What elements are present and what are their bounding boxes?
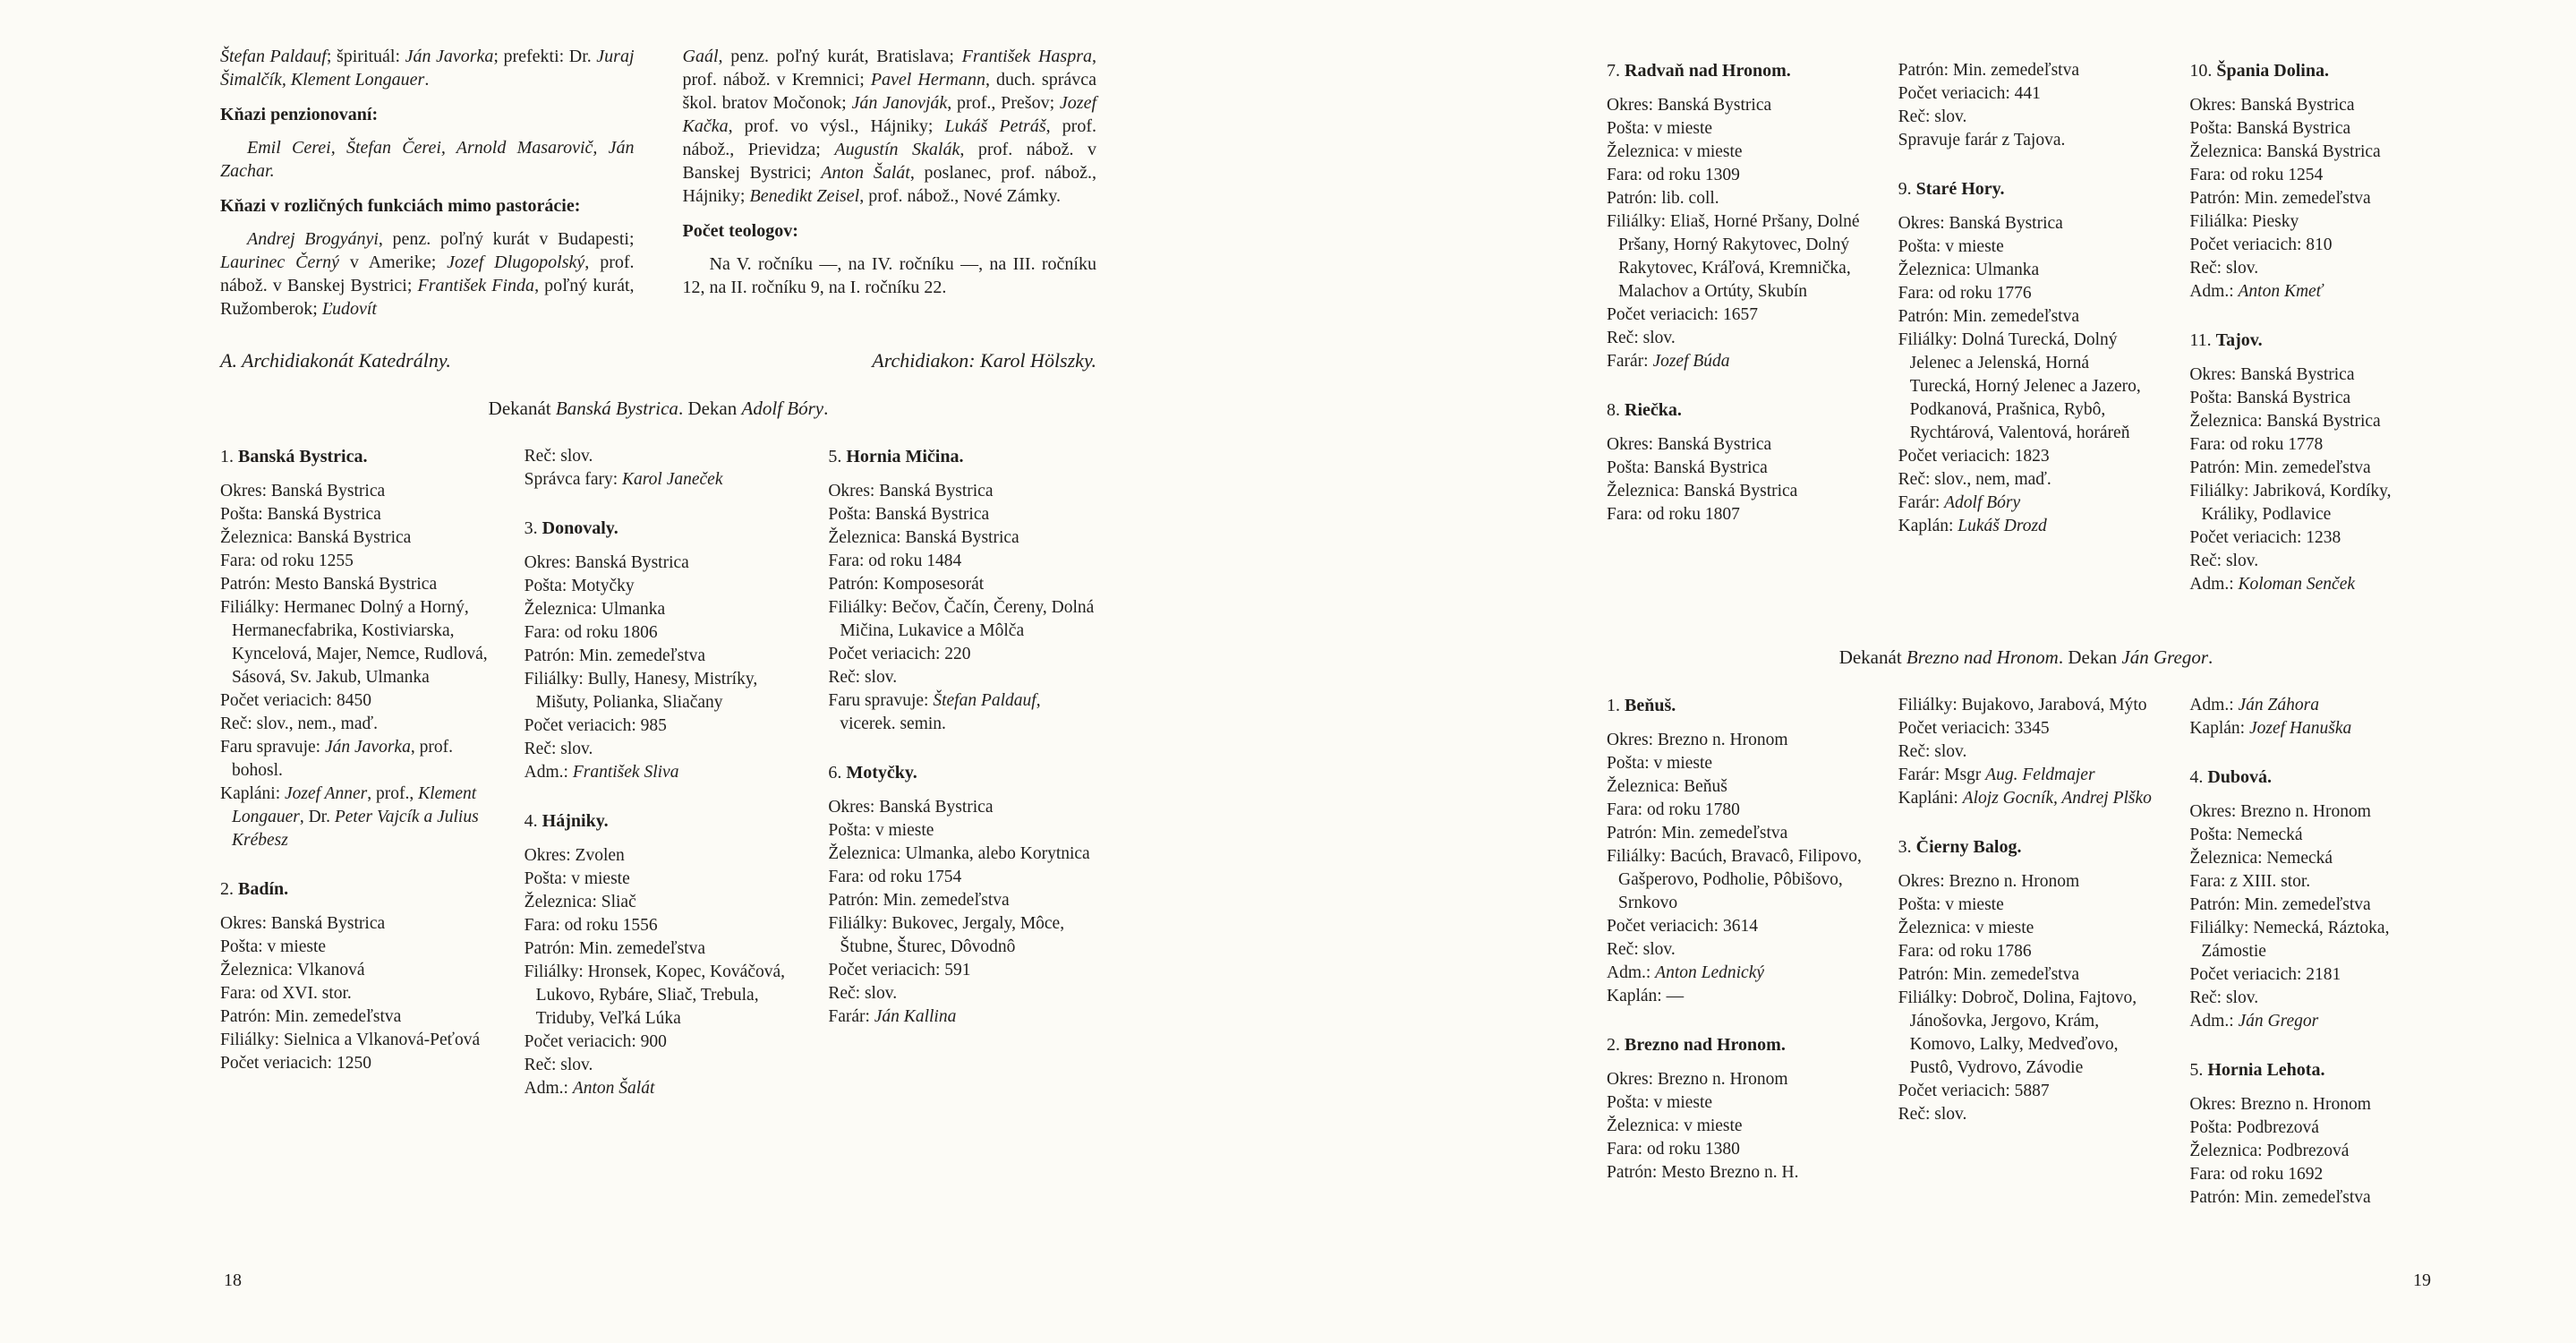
parish-field: Železnica: Banská Bystrica (2189, 142, 2381, 161)
parish-field: Železnica: Sliač (524, 893, 636, 911)
parish-field: Počet veriacich: 1250 (220, 1054, 371, 1073)
parish-field: Adm.: František Sliva (524, 763, 679, 782)
parish-field: Okres: Brezno n. Hronom (1607, 1070, 1788, 1089)
parish-field: Železnica: Beňuš (1607, 777, 1727, 796)
parish-field: Pošta: v mieste (1898, 237, 2004, 256)
parish-field: Patrón: Min. zemedeľstva (2189, 458, 2371, 477)
parish-field: Filiálky: Bully, Hanesy, Mistríky, Mišuty, Polianka, Sliačany (524, 670, 758, 712)
parish-field: Okres: Brezno n. Hronom (1898, 872, 2080, 891)
parish-field: Fara: od roku 1692 (2189, 1165, 2324, 1184)
parish-field: Fara: od roku 1255 (220, 552, 354, 570)
parish-field: Železnica: v mieste (1898, 919, 2034, 937)
parish-entry-continuation (525, 445, 793, 492)
parish-field: Okres: Banská Bystrica (1607, 96, 1772, 115)
parish-field: Fara: od roku 1778 (2189, 435, 2324, 454)
parish-field: Filiálky: Bacúch, Bravacô, Filipovo, Gašperovo, Podholie, Pôbišovo, Srnkovo (1607, 847, 1862, 912)
parish-name: Tajov. (2215, 330, 2263, 350)
parish-name: Banská Bystrica. (238, 447, 368, 466)
parish-title (525, 809, 793, 833)
parish-field: Reč: slov. (2189, 988, 2259, 1007)
parish-entry (220, 445, 489, 852)
parish-number: 4. (2189, 767, 2208, 787)
parish-field: Pošta: v mieste (1607, 754, 1713, 773)
parish-number: 10. (2189, 61, 2217, 81)
parish-column-4 (1607, 59, 1863, 621)
parish-name: Hájniky. (542, 811, 609, 831)
parish-columns-right-bottom (1607, 694, 2445, 1235)
parish-entry (1607, 59, 1863, 373)
parish-field: Počet veriacich: 1657 (1607, 305, 1758, 324)
parish-field: Patrón: Mesto Banská Bystrica (220, 575, 438, 594)
parish-number: 1. (220, 447, 238, 466)
parish-field: Fara: od roku 1254 (2189, 166, 2324, 184)
parish-name: Špania Dolina. (2216, 61, 2329, 81)
parish-field: Počet veriacich: 3345 (1898, 719, 2050, 738)
parish-name: Dubová. (2207, 767, 2273, 787)
parish-field: Patrón: Min. zemedeľstva (1607, 824, 1788, 843)
parish-columns-left (220, 445, 1096, 1125)
parish-field: Filiálky: Bujakovo, Jarabová, Mýto (1898, 696, 2147, 714)
parish-field: Pošta: v mieste (1898, 895, 2004, 914)
parish-entry (828, 761, 1096, 1029)
parish-field: Pošta: v mieste (524, 869, 630, 888)
parish-number: 7. (1607, 61, 1625, 81)
parish-field: Železnica: Ulmanka (524, 600, 666, 619)
parish-number: 9. (1898, 179, 1916, 199)
parish-field: Počet veriacich: 1823 (1898, 447, 2050, 466)
parish-title (1898, 177, 2154, 201)
parish-columns-right-top (1607, 59, 2445, 621)
parish-title (828, 761, 1096, 784)
parish-field: Reč: slov. (828, 984, 898, 1003)
parish-field: Počet veriacich: 985 (524, 716, 667, 735)
parish-field: Okres: Banská Bystrica (828, 482, 994, 500)
parish-field: Fara: od roku 1309 (1607, 166, 1740, 184)
parish-entry (2189, 329, 2445, 596)
parish-name: Donovaly. (542, 518, 618, 538)
parish-title (220, 877, 489, 901)
parish-column-1 (220, 445, 489, 1125)
parish-field: Kaplán: Jozef Hanuška (2189, 719, 2352, 738)
parish-entry-continuation (1898, 694, 2154, 810)
parish-field: Filiálky: Bukovec, Jergaly, Môce, Štubne, Šturec, Dôvodnô (828, 914, 1065, 956)
parish-field: Farár: Adolf Bóry (1898, 493, 2021, 512)
paragraph: Štefan Paldauf; špirituál: Ján Javorka; prefekti: Dr. Juraj Šimalčík, Klement Longauer. (220, 47, 635, 90)
parish-entry (2189, 1058, 2445, 1210)
paragraph: Na V. ročníku —, na IV. ročníku —, na III. ročníku 12, na II. ročníku 9, na I. ročníku 22. (682, 254, 1096, 297)
parish-field: Počet veriacich: 220 (828, 645, 971, 663)
parish-number: 11. (2189, 330, 2216, 350)
archdeacon-name: Archidiakon: Karol Hölszky. (872, 349, 1096, 372)
parish-field: Okres: Banská Bystrica (220, 482, 386, 500)
parish-field: Patrón: Mesto Brezno n. H. (1607, 1163, 1799, 1182)
parish-name: Motyčky. (846, 763, 917, 783)
parish-field: Reč: slov. (1898, 742, 1967, 761)
paragraph: Emil Cerei, Štefan Čerei, Arnold Masarovič, Ján Zachar. (220, 138, 635, 181)
parish-field: Patrón: Min. zemedeľstva (1898, 307, 2080, 326)
parish-number: 2. (220, 879, 238, 899)
parish-entry (1607, 1033, 1863, 1185)
parish-title (1898, 835, 2154, 859)
deanery-heading-brezno: Dekanát Brezno nad Hronom. Dekan Ján Gregor. (1838, 646, 2213, 668)
parish-field: Patrón: Min. zemedeľstva (524, 939, 706, 958)
parish-column-9 (2189, 694, 2445, 1235)
parish-number: 3. (1898, 837, 1916, 857)
parish-field: Pošta: Motyčky (524, 577, 635, 595)
parish-entry (2189, 766, 2445, 1033)
parish-column-2 (525, 445, 793, 1125)
parish-field: Filiálky: Hronsek, Kopec, Kováčová, Lukovo, Rybáre, Sliač, Trebula, Triduby, Veľká Lúka (524, 962, 786, 1028)
parish-number: 4. (524, 811, 542, 831)
parish-field: Pošta: Podbrezová (2189, 1118, 2319, 1137)
parish-field: Reč: slov., nem, maď. (1898, 470, 2051, 489)
parish-field: Fara: od roku 1786 (1898, 942, 2032, 961)
parish-field: Kaplán: Lukáš Drozd (1898, 517, 2047, 535)
parish-field: Farár: Ján Kallina (828, 1007, 957, 1026)
parish-field: Okres: Banská Bystrica (1898, 214, 2063, 233)
deanery-heading-banska-bystrica: Dekanát Banská Bystrica. Dekan Adolf Bóry. (488, 398, 829, 419)
parish-field: Patrón: Min. zemedeľstva (2189, 1188, 2371, 1207)
parish-field: Počet veriacich: 441 (1898, 84, 2041, 103)
parish-field: Reč: slov. (1607, 940, 1676, 959)
parish-entry (1898, 177, 2154, 538)
parish-field: Počet veriacich: 591 (828, 961, 971, 979)
parish-column-3 (828, 445, 1096, 1125)
parish-title (220, 445, 489, 468)
parish-field: Pošta: Banská Bystrica (1607, 458, 1768, 477)
parish-field: Reč: slov. (2189, 259, 2259, 278)
parish-field: Patrón: Min. zemedeľstva (2189, 189, 2371, 208)
parish-number: 8. (1607, 400, 1625, 420)
intro-column-1 (220, 45, 635, 321)
parish-title (2189, 329, 2445, 352)
parish-field: Reč: slov. (828, 668, 898, 687)
parish-field: Železnica: Vlkanová (220, 961, 365, 979)
parish-field: Fara: od roku 1556 (524, 916, 658, 935)
parish-title (2189, 766, 2445, 789)
parish-title (1607, 59, 1863, 82)
parish-title (1607, 398, 1863, 422)
parish-field: Fara: od roku 1780 (1607, 800, 1740, 819)
parish-field: Železnica: Nemecká (2189, 849, 2333, 868)
intro-column-2 (683, 45, 1097, 321)
parish-field: Kaplán: — (1607, 987, 1685, 1005)
parish-field: Faru spravuje: Ján Javorka, prof. bohosl. (220, 738, 453, 780)
intro-section (220, 45, 1096, 321)
parish-column-8 (1898, 694, 2154, 1235)
parish-number: 5. (2189, 1060, 2208, 1080)
parish-name: Brezno nad Hronom. (1625, 1035, 1786, 1055)
parish-field: Faru spravuje: Štefan Paldauf, vicerek. semin. (828, 691, 1041, 733)
parish-field: Fara: od roku 1380 (1607, 1140, 1740, 1159)
parish-entry (1607, 398, 1863, 526)
parish-field: Adm.: Koloman Senček (2189, 575, 2356, 594)
parish-field: Počet veriacich: 5887 (1898, 1082, 2050, 1100)
parish-number: 6. (828, 763, 847, 783)
parish-field: Filiálky: Hermanec Dolný a Horný, Hermanecfabrika, Kostiviarska, Kyncelová, Majer, Nemce, Rudlová, Sásová, Sv. Jakub, Ulmanka (220, 598, 488, 687)
parish-field: Patrón: lib. coll. (1607, 189, 1719, 208)
parish-field: Počet veriacich: 1238 (2189, 528, 2341, 547)
parish-field: Reč: slov., nem., maď. (220, 714, 378, 733)
parish-field: Počet veriacich: 3614 (1607, 917, 1758, 936)
parish-entry (828, 445, 1096, 736)
parish-field: Farár: Jozef Búda (1607, 352, 1730, 371)
parish-title (1607, 694, 1863, 717)
parish-field: Reč: slov. (1607, 329, 1676, 347)
page-number-left: 18 (224, 1270, 242, 1290)
parish-field: Fara: od roku 1754 (828, 868, 962, 886)
parish-field: Pošta: v mieste (828, 821, 934, 840)
parish-name: Hornia Lehota. (2207, 1060, 2325, 1080)
parish-field: Reč: slov. (1898, 107, 1967, 126)
parish-field: Patrón: Min. zemedeľstva (2189, 895, 2371, 914)
parish-field: Filiálky: Sielnica a Vlkanová-Peťová (220, 1031, 481, 1049)
parish-field: Železnica: Banská Bystrica (1607, 482, 1798, 500)
parish-number: 5. (828, 447, 847, 466)
page-number-right: 19 (2413, 1270, 2431, 1290)
parish-field: Patrón: Min. zemedeľstva (1898, 965, 2080, 984)
parish-field: Fara: od roku 1807 (1607, 505, 1740, 524)
parish-field: Pošta: Nemecká (2189, 825, 2303, 844)
parish-field: Fara: od roku 1484 (828, 552, 962, 570)
parish-field: Patrón: Min. zemedeľstva (220, 1007, 402, 1026)
parish-field: Pošta: v mieste (1607, 1093, 1713, 1112)
parish-field: Fara: od XVI. stor. (220, 984, 352, 1003)
parish-field: Reč: slov. (524, 1056, 593, 1074)
parish-field: Pošta: v mieste (1607, 119, 1713, 138)
parish-entry-continuation (2189, 694, 2445, 740)
parish-field: Kapláni: Jozef Anner, prof., Klement Longauer, Dr. Peter Vajcík a Julius Krébesz (220, 784, 479, 850)
parish-field: Adm.: Anton Kmeť (2189, 282, 2323, 301)
parish-field: Okres: Banská Bystrica (2189, 365, 2355, 384)
parish-field: Spravuje farár z Tajova. (1898, 131, 2066, 150)
parish-field: Reč: slov. (524, 740, 593, 758)
parish-field: Patrón: Komposesorát (828, 575, 985, 594)
parish-title (2189, 59, 2445, 82)
parish-name: Badín. (238, 879, 289, 899)
parish-field: Farár: Msgr Aug. Feldmajer (1898, 766, 2095, 784)
parish-field: Železnica: Ulmanka, alebo Korytnica (828, 844, 1090, 863)
parish-column-6 (2189, 59, 2445, 621)
parish-number: 3. (524, 518, 542, 538)
parish-field: Patrón: Min. zemedeľstva (1898, 61, 2080, 80)
parish-field: Pošta: Banská Bystrica (2189, 389, 2351, 407)
parish-entry-continuation (1898, 59, 2154, 152)
parish-field: Fara: z XIII. stor. (2189, 872, 2311, 891)
parish-field: Filiálky: Jabriková, Kordíky, Králiky, Podlavice (2189, 482, 2392, 524)
parish-field: Železnica: Podbrezová (2189, 1142, 2350, 1160)
parish-field: Okres: Brezno n. Hronom (1607, 731, 1788, 749)
parish-field: Železnica: Banská Bystrica (2189, 412, 2381, 431)
section-subheading: Kňazi v rozličných funkciách mimo pastorácie: (220, 196, 581, 216)
parish-title (2189, 1058, 2445, 1082)
parish-title (1607, 1033, 1863, 1056)
parish-name: Čierny Balog. (1915, 837, 2022, 857)
parish-field: Pošta: Banská Bystrica (2189, 119, 2351, 138)
parish-field: Filiálky: Dobroč, Dolina, Fajtovo, Jánošovka, Jergovo, Krám, Komovo, Lalky, Medveďovo, Pustô, Vydrovo, Závodie (1898, 988, 2137, 1077)
parish-column-7 (1607, 694, 1863, 1235)
parish-field: Okres: Brezno n. Hronom (2189, 802, 2371, 821)
parish-field: Železnica: Ulmanka (1898, 261, 2040, 279)
parish-field: Počet veriacich: 2181 (2189, 965, 2341, 984)
parish-field: Reč: slov. (1898, 1105, 1967, 1124)
parish-name: Hornia Mičina. (846, 447, 964, 466)
parish-field: Patrón: Min. zemedeľstva (828, 891, 1010, 910)
parish-entry (1898, 835, 2154, 1126)
paragraph: Andrej Brogyányi, penz. poľný kurát v Budapesti; Laurinec Černý v Amerike; Jozef Dlugopolský, prof. nábož. v Banskej Bystrici; František Finda, poľný kurát, Ružomberok; Ľudovít (220, 229, 635, 319)
parish-field: Okres: Banská Bystrica (2189, 96, 2355, 115)
parish-field: Adm.: Anton Šalát (524, 1079, 655, 1098)
parish-name: Radvaň nad Hronom. (1625, 61, 1791, 81)
parish-field: Železnica: Banská Bystrica (828, 528, 1019, 547)
parish-field: Okres: Banská Bystrica (524, 553, 689, 572)
parish-field: Počet veriacich: 810 (2189, 235, 2333, 254)
archdeaconry-title: A. Archidiakonát Katedrálny. (220, 349, 451, 372)
parish-name: Riečka. (1625, 400, 1682, 420)
parish-title (828, 445, 1096, 468)
parish-column-5 (1898, 59, 2154, 621)
parish-field: Patrón: Min. zemedeľstva (524, 646, 706, 665)
parish-number: 1. (1607, 696, 1625, 715)
parish-field: Okres: Brezno n. Hronom (2189, 1095, 2371, 1114)
parish-entry (525, 809, 793, 1100)
archdeaconry-heading-row (220, 349, 1096, 372)
section-subheading: Kňazi penzionovaní: (220, 105, 379, 124)
parish-field: Filiálky: Eliaš, Horné Pršany, Dolné Pršany, Horný Rakytovec, Dolný Rakytovec, Kráľová, Kremnička, Malachov a Ortúty, Skubín (1607, 212, 1860, 301)
parish-field: Správca fary: Karol Janeček (524, 470, 723, 489)
parish-name: Staré Hory. (1915, 179, 2005, 199)
parish-title (525, 517, 793, 540)
parish-field: Fara: od roku 1776 (1898, 284, 2032, 303)
parish-field: Fara: od roku 1806 (524, 623, 658, 642)
parish-field: Pošta: Banská Bystrica (220, 505, 381, 524)
parish-field: Reč: slov. (524, 447, 593, 466)
parish-field: Okres: Banská Bystrica (220, 914, 386, 933)
parish-field: Pošta: Banská Bystrica (828, 505, 990, 524)
parish-field: Okres: Banská Bystrica (828, 798, 994, 817)
parish-field: Adm.: Ján Gregor (2189, 1012, 2319, 1031)
parish-entry (525, 517, 793, 784)
parish-number: 2. (1607, 1035, 1625, 1055)
parish-field: Filiálka: Piesky (2189, 212, 2299, 231)
parish-entry (2189, 59, 2445, 304)
paragraph: Gaál, penz. poľný kurát, Bratislava; František Haspra, prof. nábož. v Kremnici; Pavel Hermann, duch. správca škol. bratov Močonok; Ján Janovják, prof., Prešov; Jozef Kačka, prof. vo výsl., Hájniky; Lukáš Petráš, prof. nábož., Prievidza; Augustín Skalák, prof. nábož. v Banskej Bystrici; Anton Šalát, poslanec, prof. nábož., Hájniky; Benedikt Zeisel, prof. nábož., Nové Zámky. (682, 47, 1096, 206)
parish-field: Železnica: v mieste (1607, 142, 1743, 161)
parish-entry (220, 877, 489, 1075)
parish-field: Počet veriacich: 900 (524, 1032, 667, 1051)
parish-field: Filiálky: Bečov, Čačín, Čereny, Dolná Mičina, Lukavice a Môlča (828, 598, 1095, 640)
parish-field: Železnica: Banská Bystrica (220, 528, 412, 547)
parish-name: Beňuš. (1625, 696, 1676, 715)
parish-field: Adm.: Anton Lednický (1607, 963, 1765, 982)
parish-field: Železnica: v mieste (1607, 1116, 1743, 1135)
parish-field: Kapláni: Alojz Gocník, Andrej Plško (1898, 789, 2152, 808)
parish-field: Filiálky: Nemecká, Ráztoka, Zámostie (2189, 919, 2390, 961)
page-right (1288, 0, 2576, 1343)
parish-field: Pošta: v mieste (220, 937, 327, 956)
parish-field: Filiálky: Dolná Turecká, Dolný Jelenec a Jelenská, Horná Turecká, Horný Jelenec a Jazero, Podkanová, Prašnica, Rybô, Rychtárová, Valentová, horáreň (1898, 330, 2141, 442)
parish-field: Reč: slov. (2189, 552, 2259, 570)
parish-field: Okres: Banská Bystrica (1607, 435, 1772, 454)
parish-entry (1607, 694, 1863, 1008)
parish-field: Okres: Zvolen (524, 846, 625, 865)
parish-field: Adm.: Ján Záhora (2189, 696, 2319, 714)
parish-field: Počet veriacich: 8450 (220, 691, 371, 710)
section-subheading: Počet teologov: (682, 221, 798, 241)
